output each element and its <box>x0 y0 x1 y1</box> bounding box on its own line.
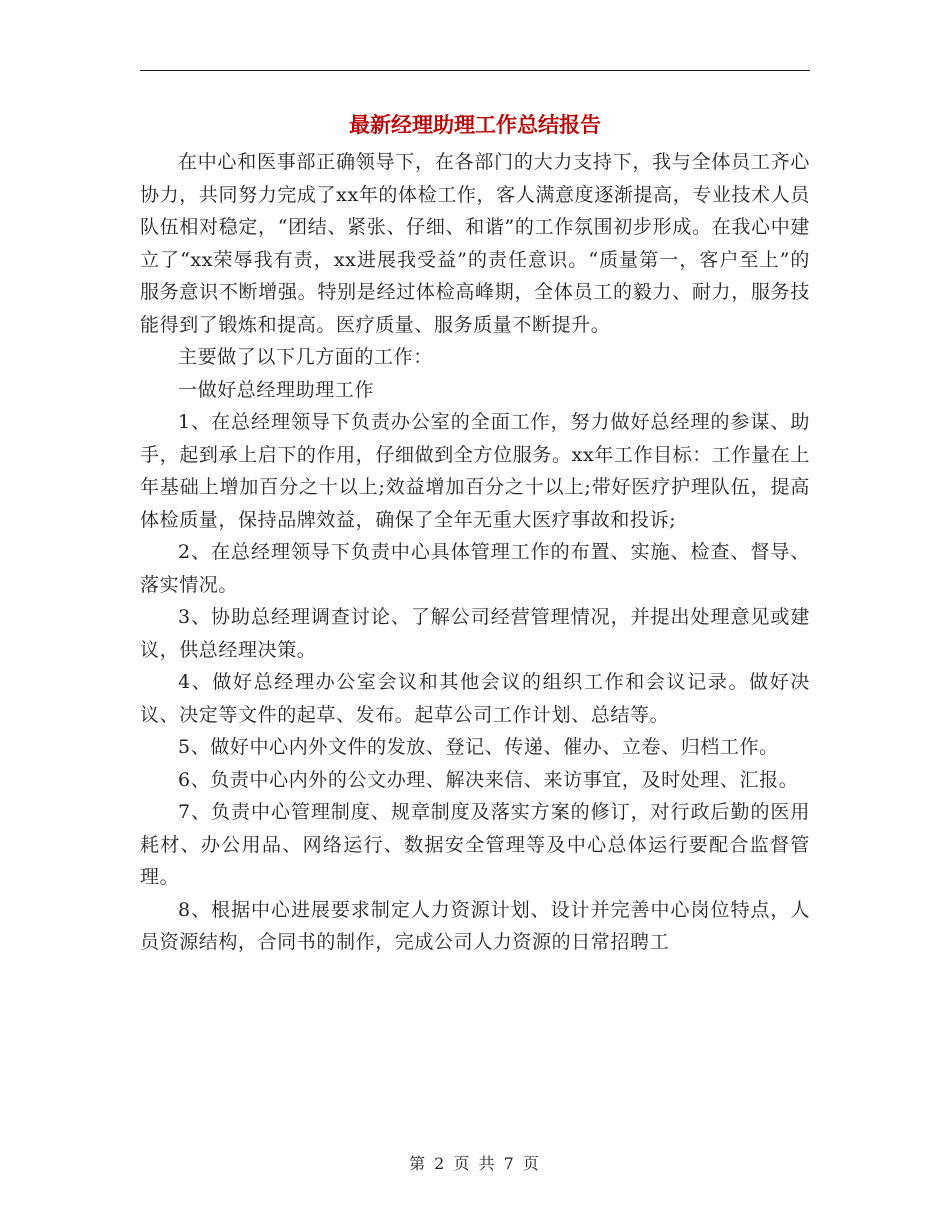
list-item-6: 6、负责中心内外的公文办理、解决来信、来访事宜，及时处理、汇报。 <box>178 768 799 791</box>
paragraph-work-summary-lead: 主要做了以下几方面的工作： <box>178 346 433 368</box>
list-item-4: 4、做好总经理办公室会议和其他会议的组织工作和会议记录。做好决议、决定等文件的起草、发布。起草公司工作计划、总结等。 <box>140 671 810 726</box>
list-item-2: 2、在总经理领导下负责中心具体管理工作的布置、实施、检查、督导、落实情况。 <box>140 541 810 596</box>
header-rule <box>140 70 810 71</box>
paragraph-intro: 在中心和医事部正确领导下，在各部门的大力支持下，我与全体员工齐心协力，共同努力完成了xx年的体检工作，客人满意度逐渐提高，专业技术人员队伍相对稳定，“团结、紧张、仔细、和谐”的工作氛围初步形成。在我心中建立了“xx荣辱我有责，xx进展我受益”的责任意识。“质量第一，客户至上”的服务意识不断增强。特别是经过体检高峰期，全体员工的毅力、耐力，服务技能得到了锻炼和提高。医疗质量、服务质量不断提升。 <box>140 151 810 336</box>
list-item-3: 3、协助总经理调查讨论、了解公司经营管理情况，并提出处理意见或建议，供总经理决策。 <box>140 606 810 661</box>
list-item-1: 1、在总经理领导下负责办公室的全面工作，努力做好总经理的参谋、助手，起到承上启下的作用，仔细做到全方位服务。xx年工作目标：工作量在上年基础上增加百分之十以上;效益增加百分之十以上;带好医疗护理队伍，提高体检质量，保持品牌效益，确保了全年无重大医疗事故和投诉; <box>140 411 810 531</box>
section-heading: 一做好总经理助理工作 <box>178 378 375 401</box>
list-item-5: 5、做好中心内外文件的发放、登记、传递、催办、立卷、归档工作。 <box>178 736 779 758</box>
list-item-7: 7、负责中心管理制度、规章制度及落实方案的修订，对行政后勤的医用耗材、办公用品、网络运行、数据安全管理等及中心总体运行要配合监督管理。 <box>140 801 810 888</box>
list-item-8: 8、根据中心进展要求制定人力资源计划、设计并完善中心岗位特点，人员资源结构，合同书的制作，完成公司人力资源的日常招聘工 <box>140 898 810 953</box>
page-number-footer: 第 2 页 共 7 页 <box>409 1154 541 1173</box>
document-body <box>140 146 810 959</box>
document-title: 最新经理助理工作总结报告 <box>349 113 601 137</box>
